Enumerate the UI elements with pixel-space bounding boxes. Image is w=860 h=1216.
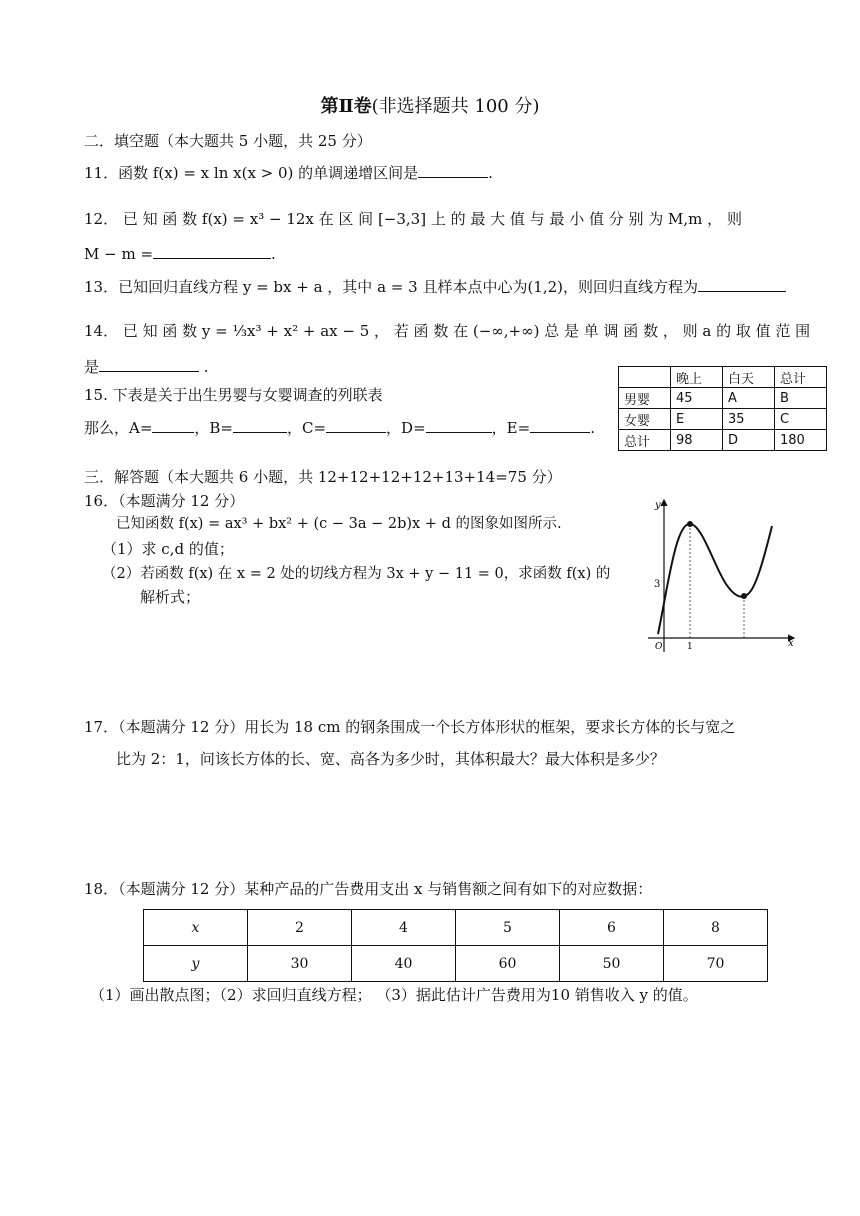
table-cell: 男婴 <box>619 388 671 409</box>
table-cell: C <box>775 409 827 430</box>
table-cell: 2 <box>248 910 352 946</box>
table-row <box>144 910 768 946</box>
table-row <box>619 367 827 388</box>
q13-answer-blank[interactable] <box>698 277 786 292</box>
table-cell: 40 <box>352 946 456 982</box>
q15-contingency-table <box>618 366 827 451</box>
q17-line2: 比为 2：1，问该长方体的长、宽、高各为多少时，其体积最大？最大体积是多少？ <box>116 750 665 768</box>
q15-b-label: ，B= <box>194 419 233 437</box>
table-cell: 60 <box>456 946 560 982</box>
title-rest: (非选择题共 100 分) <box>371 96 540 117</box>
table-cell <box>619 367 671 388</box>
table-cell: D <box>723 430 775 451</box>
table-row <box>619 388 827 409</box>
table-cell: A <box>723 388 775 409</box>
q15-e-blank[interactable] <box>530 418 590 433</box>
table-cell: 总计 <box>775 367 827 388</box>
q16-part2: （2）若函数 f(x) 在 x = 2 处的切线方程为 3x + y − 11 = 0，求函数 f(x) 的 <box>102 566 611 582</box>
q18-parts: （1）画出散点图；（2）求回归直线方程； （3）据此估计广告费用为10 销售收入 y 的值。 <box>90 986 698 1004</box>
table-cell: E <box>671 409 723 430</box>
q15-e-label: ，E= <box>491 419 531 437</box>
question-15-answers <box>84 417 595 438</box>
q15-line1: 15. 下表是关于出生男婴与女婴调查的列联表 <box>84 386 383 404</box>
q16-part1: （1）求 c,d 的值； <box>102 540 234 558</box>
curve <box>658 524 772 634</box>
q14-answer-blank[interactable] <box>99 357 199 372</box>
q15-d-blank[interactable] <box>426 418 492 433</box>
max-point <box>687 521 693 527</box>
section-3-heading: 三．解答题（本大题共 6 小题，共 12+12+12+12+13+14=75 分） <box>84 468 562 486</box>
q11-text: 11．函数 f(x) = x ln x(x > 0) 的单调递增区间是 <box>84 164 419 182</box>
table-cell: 白天 <box>723 367 775 388</box>
table-cell: 180 <box>775 430 827 451</box>
y-axis-label: y <box>655 500 661 511</box>
q15-c-blank[interactable] <box>326 418 386 433</box>
q15-d-label: ，D= <box>386 419 426 437</box>
q15-end: . <box>590 419 595 437</box>
q16-head: 16．（本题满分 12 分） <box>84 492 245 510</box>
table-cell: 4 <box>352 910 456 946</box>
y-tick-label: 3 <box>654 579 661 590</box>
question-13 <box>84 276 786 297</box>
q11-answer-blank[interactable] <box>418 163 488 178</box>
table-cell: 45 <box>671 388 723 409</box>
origin-label: O <box>655 642 663 652</box>
table-cell: 5 <box>456 910 560 946</box>
q11-end: . <box>488 164 493 182</box>
table-cell: 30 <box>248 946 352 982</box>
x-axis-label: x <box>788 638 794 649</box>
q12-line2: M − m = <box>84 245 154 263</box>
table-cell: 35 <box>723 409 775 430</box>
q18-head: 18．（本题满分 12 分）某种产品的广告费用支出 x 与销售额之间有如下的对应数据： <box>84 880 653 898</box>
table-cell: 6 <box>560 910 664 946</box>
q15-a-label: 那么，A= <box>84 419 153 437</box>
page-title <box>0 92 860 118</box>
title-bold: 第Ⅱ卷 <box>320 96 372 117</box>
section-2-heading: 二．填空题（本大题共 5 小题，共 25 分） <box>84 132 372 150</box>
table-cell: 50 <box>560 946 664 982</box>
min-point <box>741 593 747 599</box>
table-cell: 女婴 <box>619 409 671 430</box>
q18-data-table <box>143 909 768 982</box>
q15-a-blank[interactable] <box>152 418 194 433</box>
x-tick-label: 1 <box>687 642 693 652</box>
q14-line1: 14． 已 知 函 数 y = ⅓x³ + x² + ax − 5 ， 若 函 数 在 (−∞,+∞) 总 是 单 调 函 数 ， 则 a 的 取 值 范 围 <box>84 322 811 340</box>
q12-answer-blank[interactable] <box>153 244 271 259</box>
table-cell: B <box>775 388 827 409</box>
q15-b-blank[interactable] <box>233 418 287 433</box>
q15-c-label: ，C= <box>287 419 327 437</box>
table-row <box>144 946 768 982</box>
table-cell: 晚上 <box>671 367 723 388</box>
q16-part2-cont: 解析式； <box>140 588 201 606</box>
question-14-line2 <box>84 356 209 377</box>
table-row <box>619 409 827 430</box>
q12-end: . <box>271 245 276 263</box>
table-cell: 98 <box>671 430 723 451</box>
q13-text: 13．已知回归直线方程 y = bx + a ，其中 a = 3 且样本点中心为(1,2)，则回归直线方程为 <box>84 278 698 296</box>
question-12-line2 <box>84 244 276 263</box>
table-cell: y <box>144 946 248 982</box>
q12-line1: 12． 已 知 函 数 f(x) = x³ − 12x 在 区 间 [−3,3] 上 的 最 大 值 与 最 小 值 分 别 为 M,m ， 则 <box>84 210 742 228</box>
question-11 <box>84 162 493 183</box>
table-cell: 8 <box>664 910 768 946</box>
q16-function-graph <box>642 496 798 656</box>
table-cell: 70 <box>664 946 768 982</box>
q16-intro: 已知函数 f(x) = ax³ + bx² + (c − 3a − 2b)x + d 的图象如图所示. <box>116 516 562 532</box>
table-cell: 总计 <box>619 430 671 451</box>
q14-line2: 是 <box>84 358 100 376</box>
q17-line1: 17．（本题满分 12 分）用长为 18 cm 的钢条围成一个长方体形状的框架，要求长方体的长与宽之 <box>84 718 736 736</box>
table-cell: x <box>144 910 248 946</box>
q14-end: . <box>199 358 209 376</box>
table-row <box>619 430 827 451</box>
